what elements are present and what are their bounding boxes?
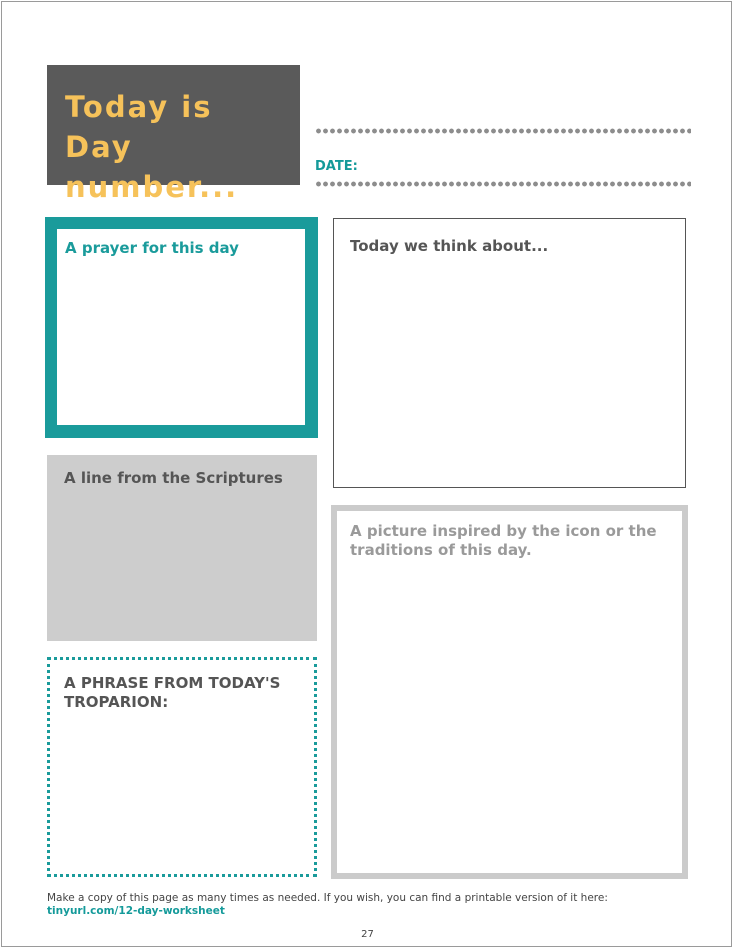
think-about-box: [333, 218, 686, 488]
troparion-box: [47, 657, 317, 877]
scripture-box: [47, 455, 317, 641]
prayer-heading: A prayer for this day: [65, 239, 239, 257]
page-title: Today is Day number...: [65, 90, 239, 204]
troparion-heading: A PHRASE FROM TODAY'S TROPARION:: [64, 674, 281, 711]
page-number: 27: [361, 929, 374, 940]
dotted-line-date: [315, 181, 691, 187]
picture-heading: A picture inspired by the icon or the traditions of this day.: [350, 522, 657, 559]
prayer-box: [45, 217, 318, 438]
worksheet-link[interactable]: tinyurl.com/12-day-worksheet: [47, 905, 225, 917]
title-banner: [47, 65, 300, 204]
think-about-heading: Today we think about...: [350, 237, 549, 255]
picture-box: [331, 505, 688, 879]
date-label: DATE:: [315, 159, 358, 174]
footer-note: Make a copy of this page as many times as needed. If you wish, you can find a printable version of it here:: [47, 892, 608, 904]
prayer-writing-area: [57, 229, 305, 425]
dotted-line-top: [315, 128, 691, 134]
scripture-heading: A line from the Scriptures: [64, 469, 283, 487]
